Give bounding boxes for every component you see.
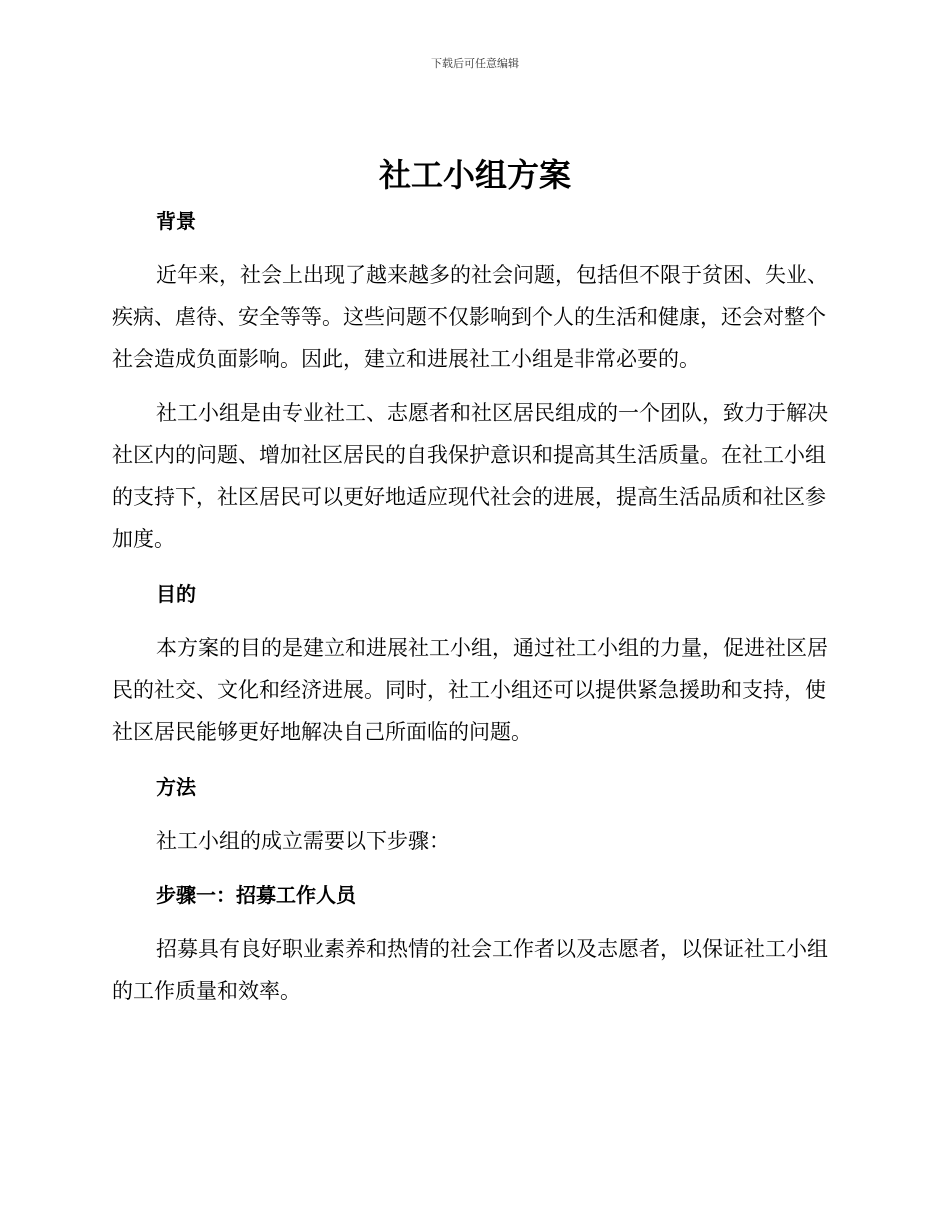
section-heading-method: 方法 [156, 775, 196, 799]
document-body [112, 200, 832, 1012]
paragraph-goal-1: 本方案的目的是建立和进展社工小组，通过社工小组的力量，促进社区居民的社交、文化和经济进展。同时，社工小组还可以提供紧急援助和支持，使社区居民能够更好地解决自己所面临的问题。 [112, 636, 828, 744]
paragraph-step1-1: 招募具有良好职业素养和热情的社会工作者以及志愿者，以保证社工小组的工作质量和效率。 [112, 937, 828, 1003]
document-title: 社工小组方案 [378, 156, 571, 194]
paragraph-method-1: 社工小组的成立需要以下步骤： [156, 829, 450, 853]
section-heading-goal: 目的 [156, 582, 196, 606]
section-heading-background: 背景 [156, 209, 196, 233]
section-heading-step1: 步骤一：招募工作人员 [156, 883, 356, 907]
paragraph-background-1: 近年来，社会上出现了越来越多的社会问题，包括但不限于贫困、失业、疾病、虐待、安全等等。这些问题不仅影响到个人的生活和健康，还会对整个社会造成负面影响。因此，建立和进展社工小组是非常必要的。 [112, 263, 828, 371]
header-note: 下载后可任意编辑 [431, 57, 519, 70]
paragraph-background-2: 社工小组是由专业社工、志愿者和社区居民组成的一个团队，致力于解决社区内的问题、增加社区居民的自我保护意识和提高其生活质量。在社工小组的支持下，社区居民可以更好地适应现代社会的进展，提高生活品质和社区参加度。 [112, 401, 828, 551]
